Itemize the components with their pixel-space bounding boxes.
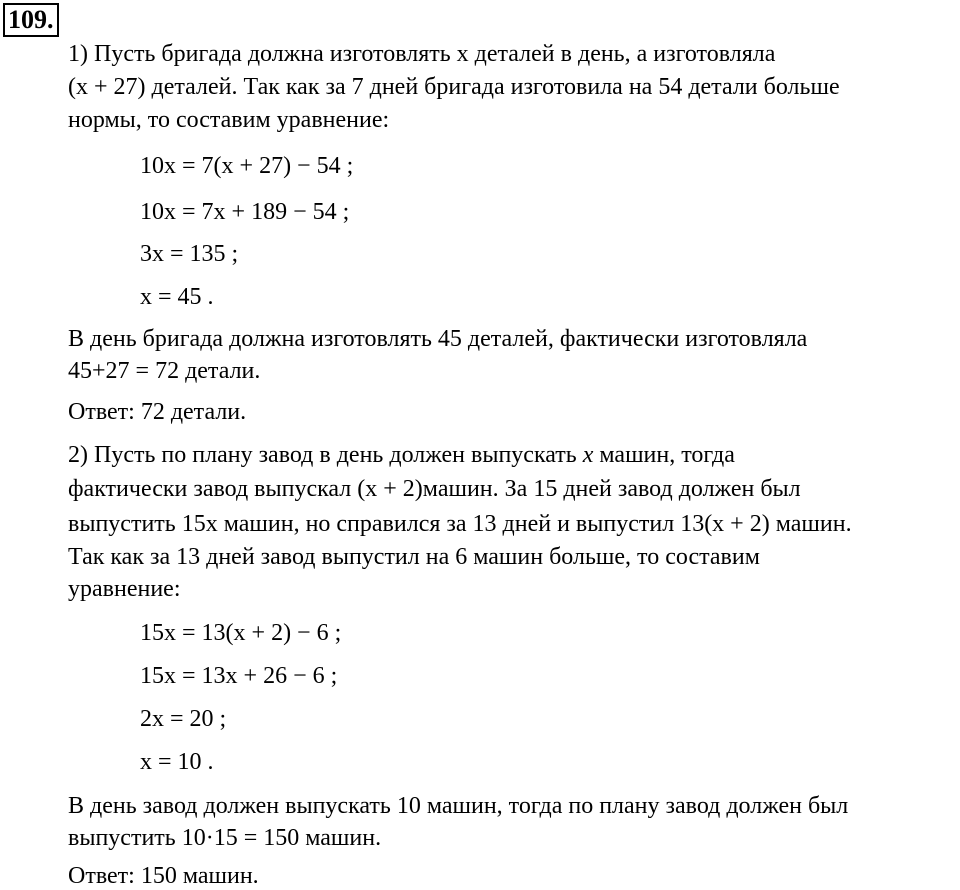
- part2-line1-end: машин, тогда: [593, 442, 735, 468]
- part2-line5: уравнение:: [68, 576, 181, 602]
- part2-equation-3: 2x = 20 ;: [140, 706, 227, 732]
- part2-line1-start: 2) Пусть по плану завод в день должен выпускать: [68, 442, 583, 468]
- part1-line2: [68, 73, 840, 101]
- part2-answer: Ответ: 150 машин.: [68, 863, 259, 889]
- part1-expr-x-plus-27: (x + 27): [68, 74, 146, 100]
- part2-line3: [68, 510, 852, 538]
- part1-conclusion-line2: 45+27 = 72 детали.: [68, 358, 261, 384]
- part2-expr-x-plus-2: (x + 2): [357, 476, 423, 502]
- part1-equation-2: 10x = 7x + 189 − 54 ;: [140, 199, 350, 225]
- part2-equation-1: 15x = 13(x + 2) − 6 ;: [140, 620, 342, 646]
- part1-equation-3: 3x = 135 ;: [140, 241, 239, 267]
- part1-answer: Ответ: 72 детали.: [68, 399, 247, 425]
- part2-line2-end: машин. За 15 дней завод должен был: [422, 476, 801, 502]
- part2-line1: [68, 441, 735, 469]
- part1-line3: нормы, то составим уравнение:: [68, 107, 390, 133]
- part1-conclusion-line1: В день бригада должна изготовлять 45 деталей, фактически изготовляла: [68, 326, 808, 352]
- part2-var-x: x: [582, 442, 594, 468]
- part1-equation-4: x = 45 .: [140, 284, 214, 310]
- part2-expr-13-x-plus-2: 13(x + 2): [680, 511, 770, 537]
- part2-line2: [68, 475, 801, 503]
- part2-line3-middle: машин, но справился за 13 дней и выпустил: [217, 511, 681, 537]
- part2-equation-2: 15x = 13x + 26 − 6 ;: [140, 663, 338, 689]
- part1-line1: 1) Пусть бригада должна изготовлять х деталей в день, а изготовляла: [68, 41, 776, 67]
- part2-equation-4: x = 10 .: [140, 749, 214, 775]
- part2-conclusion-line1: В день завод должен выпускать 10 машин, тогда по плану завод должен был: [68, 793, 849, 819]
- part2-line3-end: машин.: [769, 511, 852, 537]
- part1-equation-1: 10x = 7(x + 27) − 54 ;: [140, 153, 354, 179]
- part1-line2-text: деталей. Так как за 7 дней бригада изготовила на 54 детали больше: [145, 74, 840, 100]
- part2-line2-start: фактически завод выпускал: [68, 476, 358, 502]
- part2-line4: Так как за 13 дней завод выпустил на 6 машин больше, то составим: [68, 544, 760, 570]
- problem-number: 109.: [3, 3, 59, 37]
- part2-expr-15x: 15x: [181, 511, 218, 537]
- part2-line3-start: выпустить: [68, 511, 182, 537]
- part2-conclusion-line2: выпустить 10·15 = 150 машин.: [68, 825, 382, 851]
